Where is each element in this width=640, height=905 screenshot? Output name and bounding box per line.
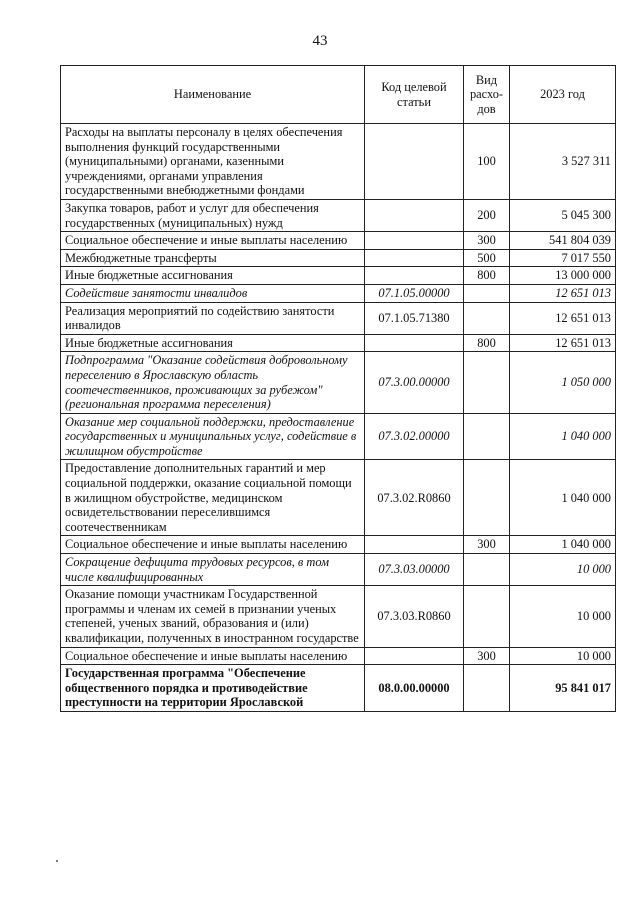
table-row: [61, 232, 616, 250]
row-code: 07.3.03.00000: [365, 554, 464, 586]
row-expense-type: [464, 554, 510, 586]
row-name: Оказание мер социальной поддержки, предоставление государственных и муниципальных услуг, содействие в жилищном обустройстве: [61, 413, 365, 460]
row-name: Подпрограмма "Оказание содействия добровольному переселению в Ярославскую область соотечественников, проживающих за рубежом" (региональная программа переселения): [61, 352, 365, 413]
budget-table: [60, 65, 616, 712]
row-amount: 10 000: [510, 554, 616, 586]
row-code: 07.3.02.R0860: [365, 460, 464, 536]
row-amount: 1 040 000: [510, 536, 616, 554]
row-name: Социальное обеспечение и иные выплаты населению: [61, 232, 365, 250]
row-expense-type: [464, 302, 510, 334]
row-amount: 7 017 550: [510, 249, 616, 267]
row-amount: 95 841 017: [510, 665, 616, 712]
row-expense-type: [464, 460, 510, 536]
row-amount: 10 000: [510, 586, 616, 647]
row-code: 07.3.02.00000: [365, 413, 464, 460]
row-amount: 541 804 039: [510, 232, 616, 250]
row-code: 08.0.00.00000: [365, 665, 464, 712]
row-name: Государственная программа "Обеспечение общественного порядка и противодействие преступности на территории Ярославской: [61, 665, 365, 712]
row-expense-type: 800: [464, 334, 510, 352]
row-name: Расходы на выплаты персоналу в целях обеспечения выполнения функций государственными (муниципальными) органами, казенными учреждениями, органами управления государственными внебюджетными фондами: [61, 124, 365, 200]
row-code: [365, 334, 464, 352]
table-row: [61, 665, 616, 712]
row-amount: 1 040 000: [510, 460, 616, 536]
row-expense-type: [464, 284, 510, 302]
row-code: [365, 267, 464, 285]
row-amount: 5 045 300: [510, 199, 616, 231]
table-row: [61, 124, 616, 200]
row-expense-type: 500: [464, 249, 510, 267]
row-code: [365, 199, 464, 231]
row-code: 07.3.00.00000: [365, 352, 464, 413]
table-row: [61, 352, 616, 413]
row-code: 07.3.03.R0860: [365, 586, 464, 647]
row-amount: 12 651 013: [510, 284, 616, 302]
row-expense-type: [464, 586, 510, 647]
row-code: 07.1.05.71380: [365, 302, 464, 334]
row-expense-type: 300: [464, 232, 510, 250]
row-amount: 12 651 013: [510, 334, 616, 352]
row-code: [365, 536, 464, 554]
row-amount: 12 651 013: [510, 302, 616, 334]
row-name: Предоставление дополнительных гарантий и мер социальной поддержки, оказание социальной помощи в жилищном обустройстве, медицинском освидетельствовании переселившимся соотечественникам: [61, 460, 365, 536]
row-amount: 3 527 311: [510, 124, 616, 200]
table-row: [61, 647, 616, 665]
row-amount: 13 000 000: [510, 267, 616, 285]
table-header-row: [61, 66, 616, 124]
table-row: [61, 586, 616, 647]
row-name: Содействие занятости инвалидов: [61, 284, 365, 302]
table-row: [61, 554, 616, 586]
row-expense-type: 300: [464, 647, 510, 665]
header-code: Код целевой статьи: [365, 66, 464, 124]
table-row: [61, 302, 616, 334]
row-expense-type: [464, 665, 510, 712]
row-name: Иные бюджетные ассигнования: [61, 334, 365, 352]
row-name: Реализация мероприятий по содействию занятости инвалидов: [61, 302, 365, 334]
row-amount: 1 040 000: [510, 413, 616, 460]
table-row: [61, 413, 616, 460]
row-expense-type: [464, 352, 510, 413]
row-amount: 1 050 000: [510, 352, 616, 413]
row-name: Оказание помощи участникам Государственной программы и членам их семей в признании ученых степеней, ученых званий, образования и (или) квалификации, полученных в иностранном государстве: [61, 586, 365, 647]
row-code: [365, 124, 464, 200]
row-code: [365, 647, 464, 665]
header-year: 2023 год: [510, 66, 616, 124]
table-row: [61, 199, 616, 231]
row-expense-type: 200: [464, 199, 510, 231]
table-row: [61, 284, 616, 302]
row-name: Закупка товаров, работ и услуг для обеспечения государственных (муниципальных) нужд: [61, 199, 365, 231]
header-type: Вид расхо-дов: [464, 66, 510, 124]
row-expense-type: [464, 413, 510, 460]
page-number: 43: [312, 33, 328, 49]
row-expense-type: 300: [464, 536, 510, 554]
table-row: [61, 460, 616, 536]
row-name: Сокращение дефицита трудовых ресурсов, в том числе квалифицированных: [61, 554, 365, 586]
row-expense-type: 800: [464, 267, 510, 285]
row-amount: 10 000: [510, 647, 616, 665]
row-code: [365, 232, 464, 250]
row-name: Социальное обеспечение и иные выплаты населению: [61, 647, 365, 665]
table-row: [61, 536, 616, 554]
table-row: [61, 267, 616, 285]
row-name: Иные бюджетные ассигнования: [61, 267, 365, 285]
row-expense-type: 100: [464, 124, 510, 200]
table-row: [61, 249, 616, 267]
row-name: Социальное обеспечение и иные выплаты населению: [61, 536, 365, 554]
scan-mark: [56, 860, 58, 862]
row-code: 07.1.05.00000: [365, 284, 464, 302]
row-code: [365, 249, 464, 267]
table-row: [61, 334, 616, 352]
row-name: Межбюджетные трансферты: [61, 249, 365, 267]
header-name: Наименование: [61, 66, 365, 124]
